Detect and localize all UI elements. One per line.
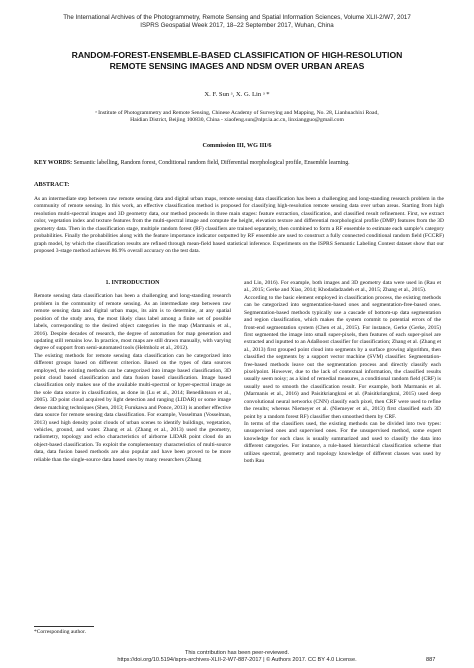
commission-label: Commission III, WG III/6 <box>202 142 272 149</box>
page-number: 887 <box>426 657 436 663</box>
affiliation-line-2: Haidian District, Beijing 100830, China - xiaofeng.sun@nlpr.ia.ac.cn, linxiangguo@gmail.com <box>130 117 344 124</box>
abstract-text: As an intermediate step between raw remote sensing data and digital urban maps, remote sensing data classification has been a challenging and long-standing research problem in the community of remote sensing. In this work, an effective classification method is proposed for classifying high-resolution remote sensing data over urban areas. Starting from high resolution multi-spectral images and 3D geometry data, our method proceeds in three main stages: feature extraction, classification, and classified result refinement. First, we extract color, vegetation index and texture features from the multi-spectral image and compute the height, elevation texture and differential morphological profile (DMP) features from the 3D geometry data. Then in the classification stage, multiple random forest (RF) classifiers are trained separately, then combined to form a RF ensemble to estimate each sample’s category probabilities. Finally the probabilities along with the feature importance indicator outputted by RF ensemble are used to construct a fully connected conditional random field (FCCRF) graph model, by which the classification results are refined through mean-field based statistical inference. Experiments on the ISPRS Semantic Labeling Contest dataset show that our proposed 3-stage method achieves 86.9% overall accuracy on the test data. <box>34 196 444 255</box>
title-line-1: RANDOM-FOREST-ENSEMBLE-BASED CLASSIFICATION OF HIGH-RESOLUTION <box>71 50 403 60</box>
intro-paragraph-4: According to the basic element employed in classification process, the existing methods can be categorized into segmentation-based ones and segmentation-free-based ones. Segmentation-based methods typically use a cascade of bottom-up data segmentation and region classification, which makes the system commit to potential errors of the front-end segmentation system (Chen et al., 2015). For instance, Gerke (Gerke, 2015) first segmented the image into small super-pixels, then features of each super-pixel are extracted and inputted to an AdaBoost classifier for classification; Zhang et al. (Zhang et al., 2013) first grouped point cloud into segments by a surface growing algorithm, then classified the segments by a support vector machine (SVM) classifier. Segmentation-free-based methods leave out the segmentation process and directly classify each pixel/point. However, due to the lack of contextual information, the classified results usually seem noisy; as a kind of remedial measures, a conditional random field (CRF) is usually used to smooth the classification result. For example, both Marmanis et al. (Marmanis et al., 2016) and Paisitkriangkrai et al. (Paisitkriangkrai, 2015) used deep convolutional neural networks (CNN) classify each pixel, then CRF were used to refine the results; whereas Niemeyer et al. (Niemeyer et al., 2013) first classified each 3D point by a random forest RF) classifier then smoothed them by CRF. <box>244 294 441 420</box>
footer-line-1: This contribution has been peer-reviewed. <box>184 650 290 656</box>
page-footer <box>0 650 474 664</box>
keywords-label: KEY WORDS: <box>34 160 73 166</box>
right-column <box>244 280 441 466</box>
author-list: X. F. Sun ᵃ, X. G. Lin ᵃ * <box>204 91 270 98</box>
intro-paragraph-3: and Lin, 2016). For example, both images and 3D geometry data were used in (Rau et al., 2015; Gerke and Xiao, 2014; Khodadadzadeh et al., 2015; Zhang et al., 2015). <box>244 280 441 294</box>
left-column <box>34 280 231 464</box>
journal-header <box>0 14 474 30</box>
header-line-2: ISPRS Geospatial Week 2017, 18–22 September 2017, Wuhan, China <box>140 22 334 29</box>
keywords-block <box>34 160 444 168</box>
intro-paragraph-2: The existing methods for remote sensing data classification can be categorized into different groups based on different criterion. Based on the types of data sources employed, the existing methods can be categorized into image based classification, 3D point cloud based classification and data fusion based classification. Image based classification only makes use of the available multi-spectral or hyper-spectral image as the sole data source in classification, as done in (Lu et al., 2014; Benediktsson et al., 2005). 3D point cloud acquired by light detection and ranging (LIDAR) or some image dense matching techniques (Shen, 2013; Furukawa and Ponce, 2013) is another effective data source for remote sensing data classification. For example, Vosselman (Vosselman, 2013) used high density point clouds of urban scenes to identify buildings, vegetation, vehicles, ground, and water. Zhang et al. (Zhang et al., 2013) used the geometry, radiometry, topology and echo characteristics of airborne LIDAR point cloud do an object-based classification. To exploit the complementary characteristics of multi-source data, data fusion based methods are also popular and have been proved to be more reliable than the single-source data based ones by many researchers (Zhang <box>34 352 231 463</box>
intro-paragraph-5: In terms of the classifiers used, the existing methods can be divided into two types: unsupervised ones and supervised ones. For the unsupervised method, some expert knowledge for each class is usually summarized and used to classify the data into different categories. For instance, a rule-based hierarchical classification scheme that utilizes spectral, geometry and topology knowledge of different classes was used by both Rau <box>244 421 441 465</box>
affiliation-line-1: ᵃ Institute of Photogrammetry and Remote Sensing, Chinese Academy of Surveying and Mapping, No. 28, Lianhuachixi Road, <box>95 110 379 116</box>
title-line-2: REMOTE SENSING IMAGES AND NDSM OVER URBAN AREAS <box>109 61 365 71</box>
abstract-heading: ABSTRACT: <box>34 181 70 188</box>
footnote: *Corresponding author. <box>34 629 86 635</box>
paper-title <box>40 50 434 72</box>
footer-doi-link[interactable]: https://doi.org/10.5194/isprs-archives-XLII-2-W7-887-2017 | © Authors 2017. CC BY 4.0 License. <box>117 657 357 664</box>
footnote-divider <box>34 626 94 627</box>
header-line-1: The International Archives of the Photogrammetry, Remote Sensing and Spatial Information Sciences, Volume XLII-2/W7, 2017 <box>63 14 411 21</box>
intro-paragraph-1: Remote sensing data classification has been a challenging and long-standing research problem in the community of remote sensing. As an intermediate step between raw remote sensing data and digital urban maps, its aim is to determine, at any spatial position of the study area, the most likely class label among a finite set of possible labels, corresponding to the desired object categories in the map (Marmanis et al., 2016). Despite decades of research, the degree of automation for map generation and updating still remains low. In practice, most maps are still drawn manually, with varying degree of support from semi-automated tools (Helmholz et al., 2012). <box>34 293 231 352</box>
section-heading-introduction: 1. INTRODUCTION <box>105 280 160 286</box>
affiliation <box>50 110 424 125</box>
keywords-text: Semantic labelling, Random forest, Conditional random field, Differential morphological profile, Ensemble learning. <box>73 160 350 166</box>
